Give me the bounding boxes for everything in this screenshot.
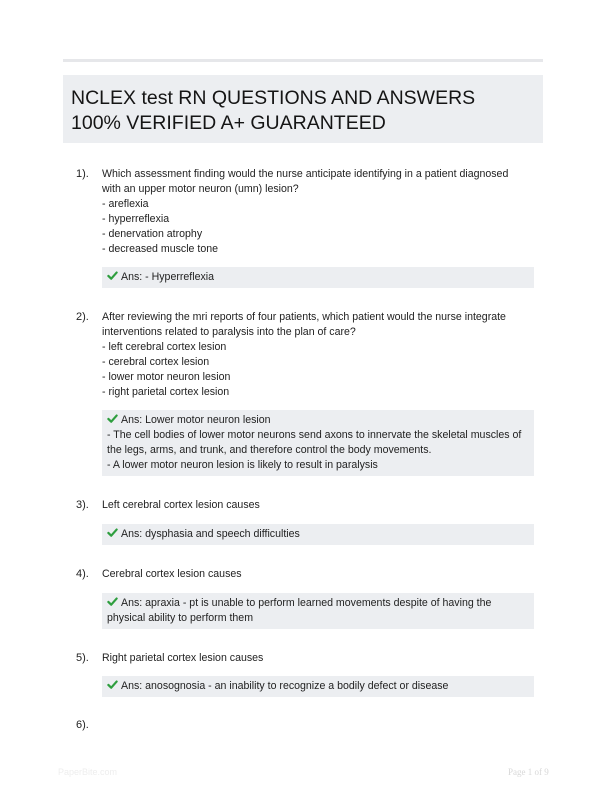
document-title-line-2: 100% VERIFIED A+ GUARANTEED (71, 112, 386, 134)
answer-option: - areflexia (102, 198, 149, 210)
question-text: After reviewing the mri reports of four patients, which patient would the nurse integrate (102, 311, 506, 323)
answer-line (107, 596, 529, 611)
question-number: 2). (76, 311, 89, 323)
answer-text: Ans: apraxia - pt is unable to perform learned movements despite of having the (121, 597, 492, 609)
question-text: with an upper motor neuron (umn) lesion? (102, 183, 299, 195)
question-text: Which assessment finding would the nurse anticipate identifying in a patient diagnosed (102, 168, 509, 180)
answer-line (107, 413, 529, 428)
answer-text: Ans: dysphasia and speech difficulties (121, 528, 300, 540)
answer-line (107, 527, 529, 542)
question-number: 6). (76, 719, 89, 731)
check-icon (107, 679, 118, 690)
answer-text: Ans: Lower motor neuron lesion (121, 414, 271, 426)
question-body (102, 651, 534, 666)
question-text: interventions related to paralysis into the plan of care? (102, 326, 356, 338)
question-body (102, 567, 534, 582)
question-text: Left cerebral cortex lesion causes (102, 499, 260, 511)
question-number: 3). (76, 499, 89, 511)
answer-explanation: - The cell bodies of lower motor neurons send axons to innervate the skeletal muscles of (107, 429, 522, 441)
check-icon (107, 270, 118, 281)
answer-box-5 (102, 676, 534, 697)
answer-option: - left cerebral cortex lesion (102, 341, 227, 353)
question-body (102, 167, 534, 257)
answer-option: - lower motor neuron lesion (102, 371, 231, 383)
answer-option: - cerebral cortex lesion (102, 356, 210, 368)
footer-watermark: PaperBite.com (58, 767, 118, 777)
question-number: 5). (76, 652, 89, 664)
answer-text: Ans: - Hyperreflexia (121, 271, 215, 283)
check-icon (107, 413, 118, 424)
answer-box-4 (102, 593, 534, 629)
answer-explanation: the legs, arms, and trunk, and therefore control the body movements. (107, 444, 432, 456)
answer-line (107, 679, 529, 694)
check-icon (107, 527, 118, 538)
question-body (102, 310, 534, 400)
question-text: Cerebral cortex lesion causes (102, 568, 242, 580)
answer-option: - decreased muscle tone (102, 243, 219, 255)
check-icon (107, 596, 118, 607)
top-divider (63, 59, 543, 62)
answer-option: - hyperreflexia (102, 213, 170, 225)
document-title-line-1: NCLEX test RN QUESTIONS AND ANSWERS (71, 87, 476, 109)
answer-box-3 (102, 524, 534, 545)
answer-box-2 (102, 410, 534, 476)
answer-explanation: - A lower motor neuron lesion is likely to result in paralysis (107, 459, 378, 471)
answer-text: Ans: anosognosia - an inability to recognize a bodily defect or disease (121, 680, 449, 692)
question-number: 4). (76, 568, 89, 580)
question-number: 1). (76, 168, 89, 180)
page-indicator: Page 1 of 9 (508, 767, 549, 777)
answer-line (107, 270, 529, 285)
question-body (102, 498, 534, 513)
question-text: Right parietal cortex lesion causes (102, 652, 264, 664)
answer-box-1 (102, 267, 534, 288)
document-title-box (63, 75, 543, 143)
answer-explanation: physical ability to perform them (107, 612, 254, 624)
answer-option: - denervation atrophy (102, 228, 203, 240)
answer-option: - right parietal cortex lesion (102, 386, 230, 398)
